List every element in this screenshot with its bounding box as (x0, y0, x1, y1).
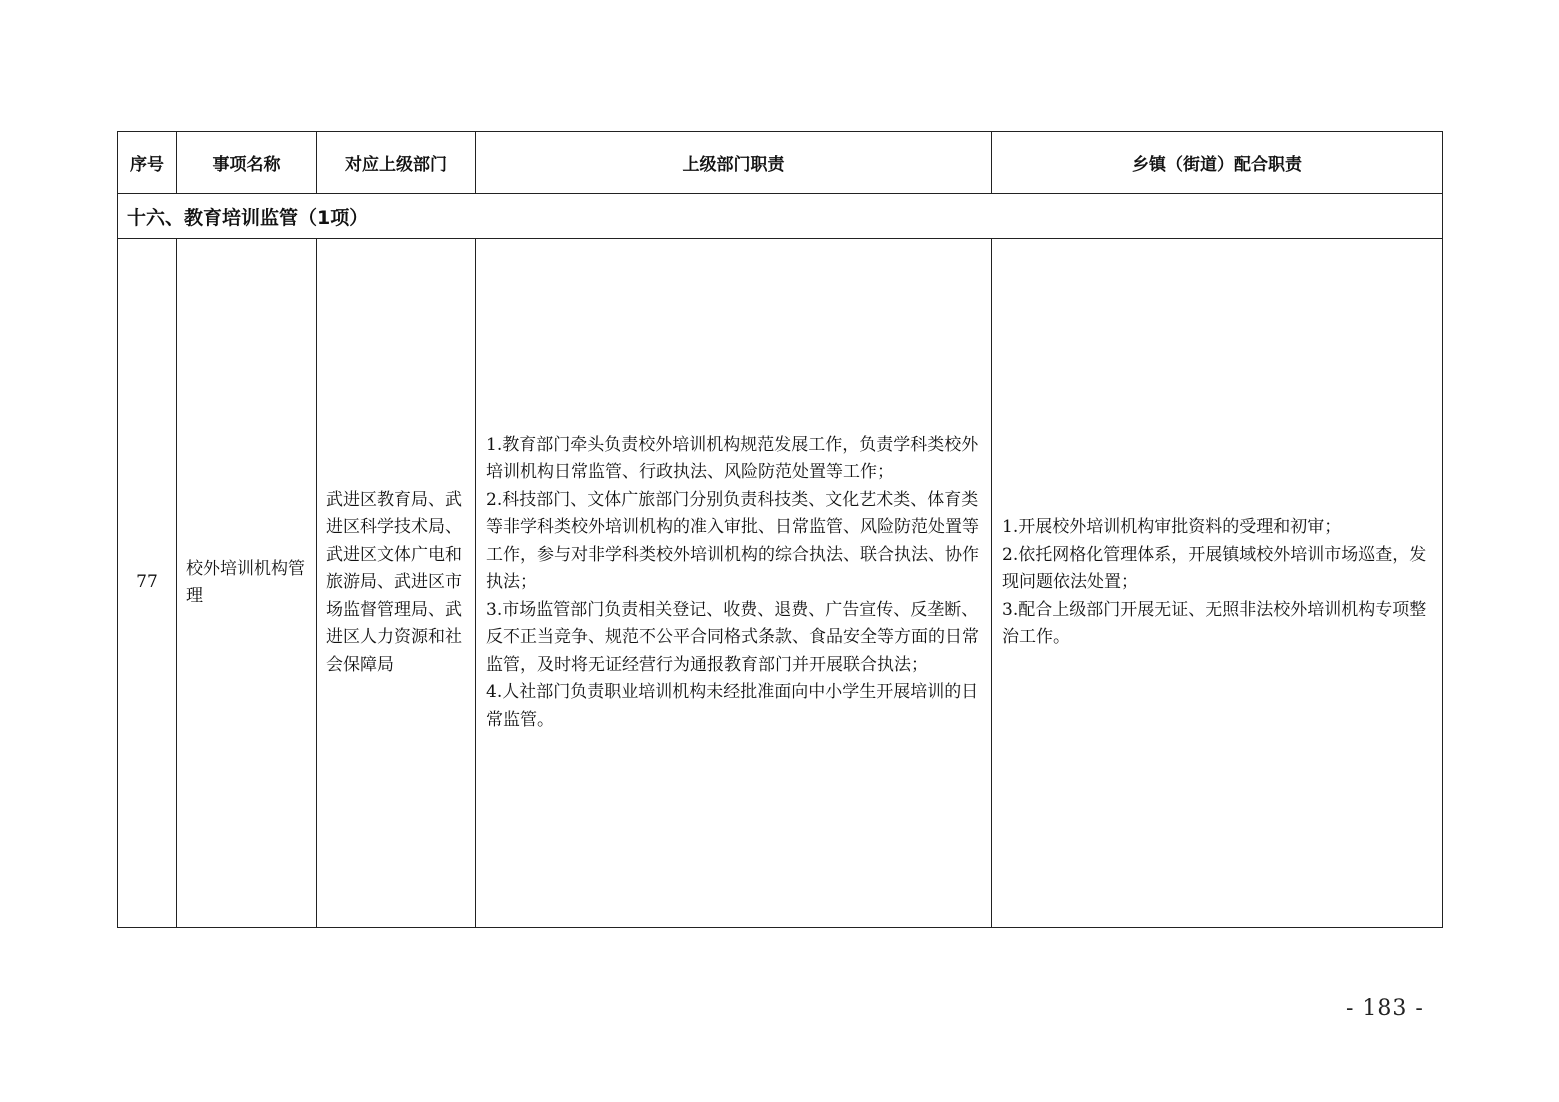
town-duty-line: 2.依托网格化管理体系，开展镇域校外培训市场巡查，发现问题依法处置； (1002, 544, 1427, 593)
header-item-name: 事项名称 (177, 132, 317, 194)
row-town-duty (992, 239, 1443, 928)
header-seq: 序号 (118, 132, 177, 194)
town-duty-line: 3.配合上级部门开展无证、无照非法校外培训机构专项整治工作。 (1002, 599, 1427, 648)
row-seq: 77 (118, 239, 177, 928)
duty-table (117, 131, 1443, 928)
upper-duty-line: 1.教育部门牵头负责校外培训机构规范发展工作，负责学科类校外培训机构日常监管、行政执法、风险防范处置等工作； (486, 434, 979, 483)
header-upper-duty: 上级部门职责 (476, 132, 992, 194)
upper-duty-line: 2.科技部门、文体广旅部门分别负责科技类、文化艺术类、体育类等非学科类校外培训机构的准入审批、日常监管、风险防范处置等工作，参与对非学科类校外培训机构的综合执法、联合执法、协作执法； (486, 489, 979, 593)
page-number: - 183 - (1346, 996, 1424, 1021)
header-department: 对应上级部门 (317, 132, 476, 194)
table-header-row (118, 132, 1443, 194)
header-town-duty: 乡镇（街道）配合职责 (992, 132, 1443, 194)
upper-duty-line: 3.市场监管部门负责相关登记、收费、退费、广告宣传、反垄断、反不正当竞争、规范不公平合同格式条款、食品安全等方面的日常监管，及时将无证经营行为通报教育部门并开展联合执法； (486, 599, 979, 675)
town-duty-line: 1.开展校外培训机构审批资料的受理和初审； (1002, 517, 1342, 538)
section-row (118, 194, 1443, 239)
row-item-name: 校外培训机构管理 (177, 239, 317, 928)
row-department: 武进区教育局、武进区科学技术局、武进区文体广电和旅游局、武进区市场监督管理局、武进区人力资源和社会保障局 (317, 239, 476, 928)
row-upper-duty (476, 239, 992, 928)
section-title: 十六、教育培训监管（1项） (118, 194, 1443, 239)
table-row (118, 239, 1443, 928)
upper-duty-line: 4.人社部门负责职业培训机构未经批准面向中小学生开展培训的日常监管。 (486, 682, 979, 730)
